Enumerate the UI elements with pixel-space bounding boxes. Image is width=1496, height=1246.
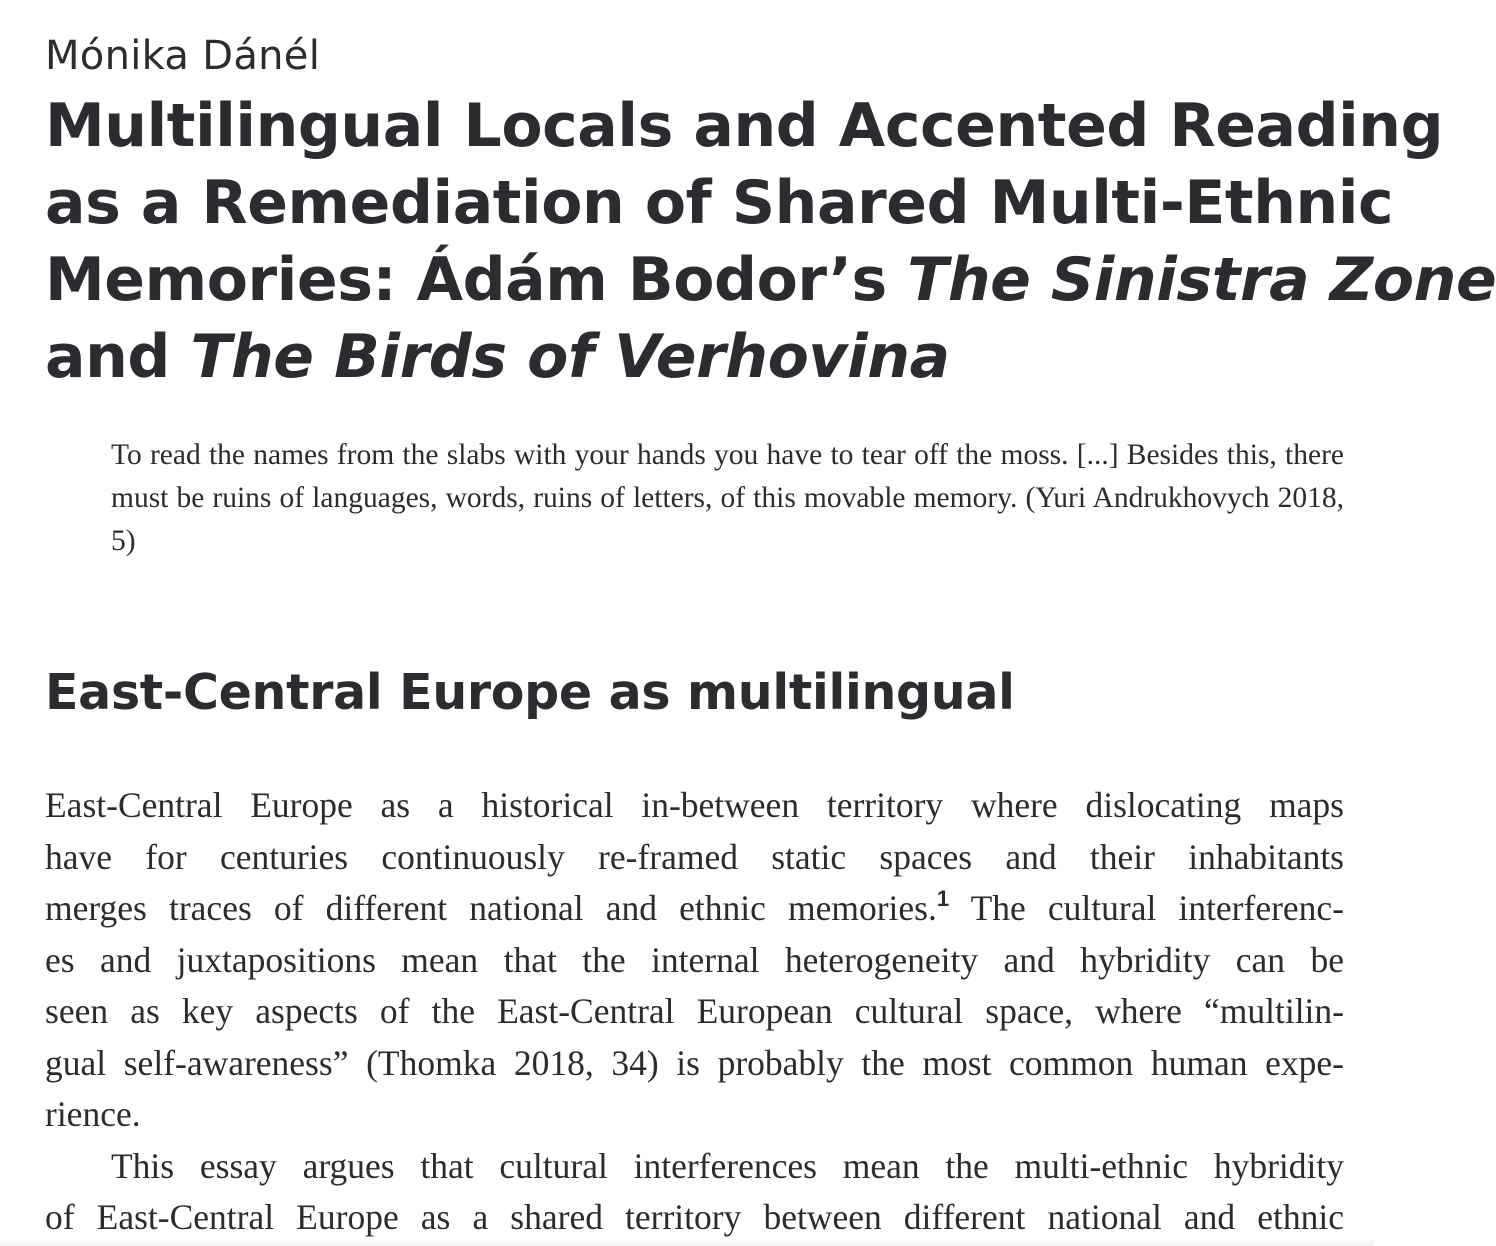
paragraph-2-line-2: of East-Central Europe as a shared territory between different national and ethnic [45,1197,1344,1237]
title-book-2: The Birds of Verhovina [190,322,950,392]
title-line-2: as a Remediation of Shared Multi-Ethnic [45,168,1394,238]
author-name: Mónika Dánél [45,33,321,79]
paragraph-1-line-3-end: The cultural interferenc- [949,888,1344,928]
paragraph-1-line-1: East-Central Europe as a historical in-between territory where dislocating maps [45,785,1344,825]
title-book-1: The Sinistra Zone [907,245,1496,315]
title-line-4-roman: and [45,322,191,392]
paragraph-1-line-6: gual self-awareness” (Thomka 2018, 34) is probably the most common human expe- [45,1042,1344,1083]
page-bottom-edge [0,1238,1374,1246]
section-heading: East-Central Europe as multilingual [45,664,1015,721]
footnote-marker[interactable]: 1 [936,886,950,911]
article-title [45,88,1496,396]
title-line-3-roman: Memories: Ádám Bodor’s [45,245,908,315]
title-line-1: Multilingual Locals and Accented Reading [45,91,1444,161]
epigraph-quote: To read the names from the slabs with your hands you have to tear off the moss. [...] Besides this, there must be ruins of languages, words, ruins of letters, of this movable memory. (Yuri Andrukhovych 2018, 5) [111,439,1344,557]
paragraph-1-line-2: have for centuries continuously re-framed static spaces and their inhabitants [45,836,1344,877]
paragraph-1-line-5: seen as key aspects of the East-Central European cultural space, where “multilin- [45,991,1344,1031]
body-text [45,780,1344,1244]
paragraph-1-line-3 [45,883,1344,935]
title-line-4 [45,319,1345,396]
title-line-3 [45,242,1496,319]
paragraph-1-line-4: es and juxtapositions mean that the internal heterogeneity and hybridity can be [45,939,1344,980]
paragraph-1-line-7: rience. [45,1094,141,1134]
paragraph-2-line-1: This essay argues that cultural interferences mean the multi-ethnic hybridity [111,1145,1344,1186]
paragraph-1-line-3-start: merges traces of different national and ethnic memories. [45,888,937,928]
